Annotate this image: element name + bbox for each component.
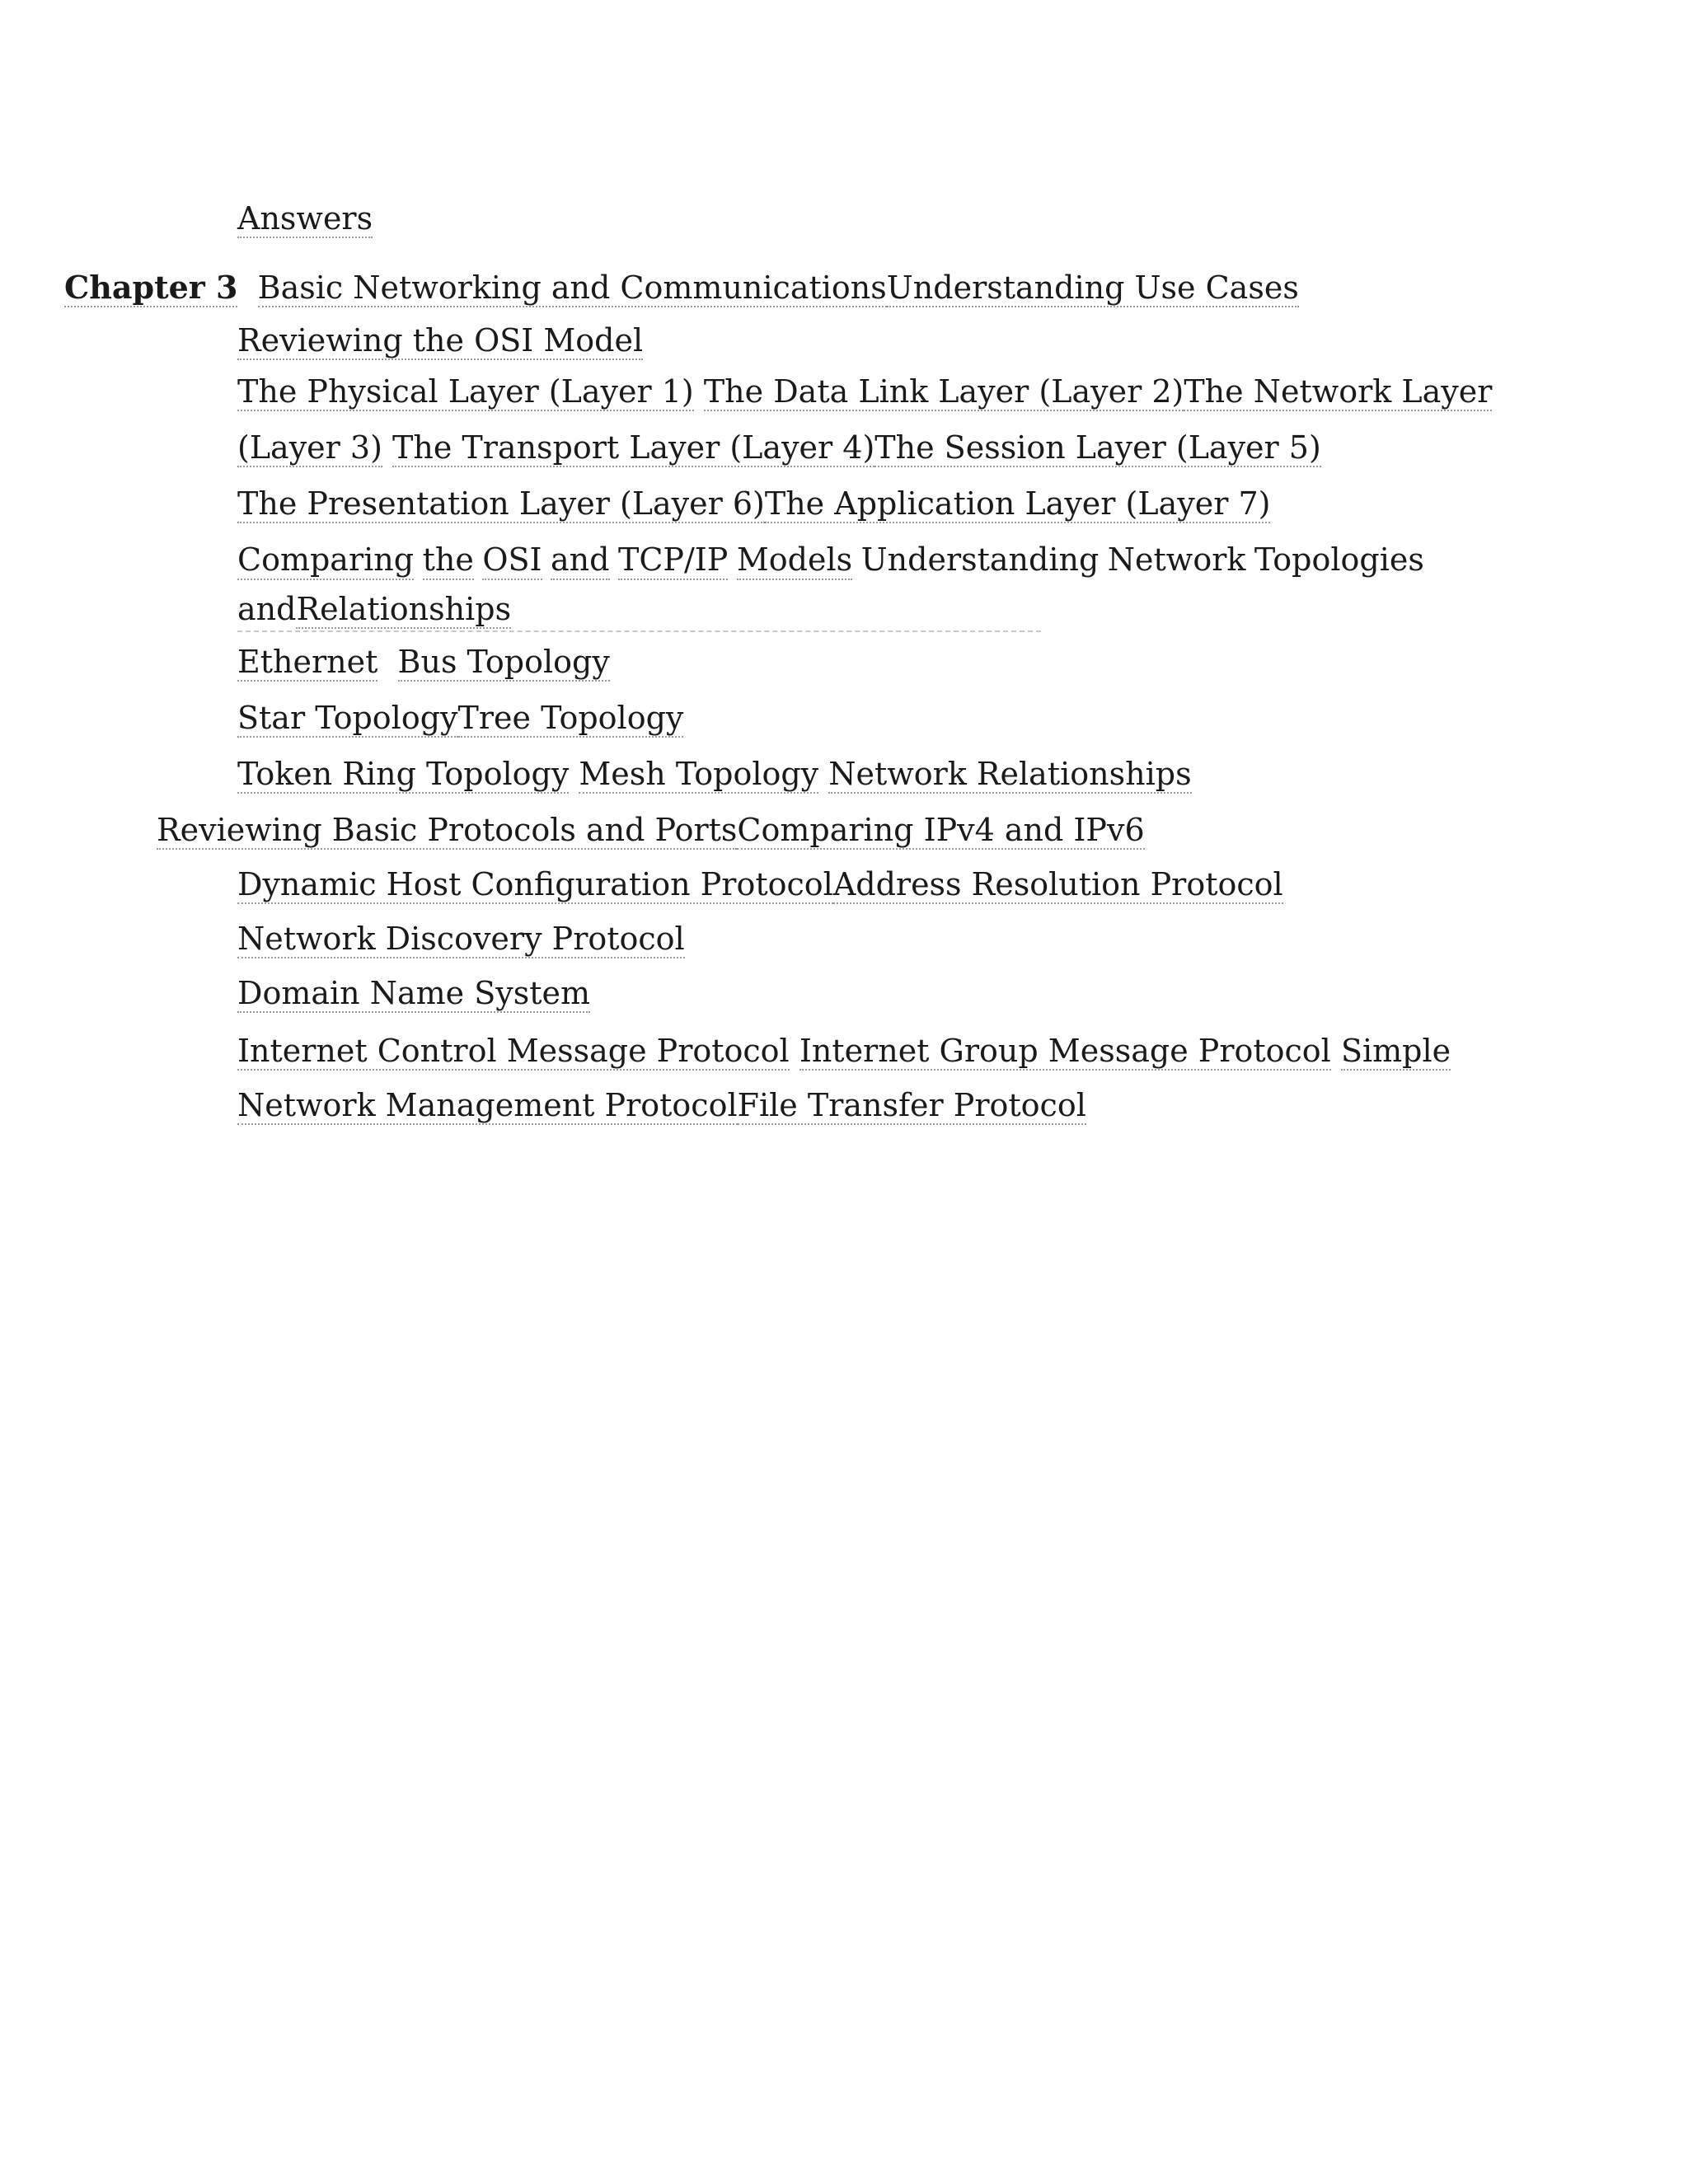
toc-line-dns (237, 974, 590, 1012)
toc-link-ipv4-ipv6[interactable]: Comparing IPv4 and IPv6 (737, 812, 1145, 848)
toc-link-use-cases[interactable]: Understanding Use Cases (886, 269, 1299, 306)
toc-line-ethernet-bus (237, 643, 610, 681)
toc-line-layers-3-5 (237, 429, 1321, 466)
toc-line-chapter-3 (64, 269, 1299, 307)
dashed-divider (237, 630, 1041, 632)
toc-line-answers (237, 199, 373, 237)
toc-text-topologies-word: Understanding (860, 541, 1100, 578)
toc-link-dns[interactable]: Domain Name System (237, 975, 591, 1011)
toc-link-snmp-start[interactable]: Simple (1340, 1033, 1451, 1069)
toc-link-tree-topology[interactable]: Tree Topology (457, 700, 684, 736)
toc-link-network-relationships[interactable]: Network Relationships (828, 756, 1192, 792)
toc-link-answers[interactable]: Answers (237, 200, 373, 237)
toc-link-snmp[interactable]: Network Management Protocol (237, 1087, 738, 1123)
toc-link-comparing-word[interactable]: and (551, 541, 609, 580)
toc-line-token-mesh (237, 755, 1192, 793)
toc-link-ethernet[interactable]: Ethernet (237, 644, 378, 680)
chapter-label: Chapter 3 (64, 269, 238, 306)
toc-link-osi-review[interactable]: Reviewing the OSI Model (237, 322, 644, 359)
toc-line-layers-1-3 (237, 373, 1492, 410)
toc-link-comparing-word[interactable]: TCP/IP (618, 541, 728, 580)
toc-link-star-topology[interactable]: Star Topology (237, 700, 458, 736)
toc-link-igmp[interactable]: Internet Group Message Protocol (799, 1033, 1331, 1069)
toc-link-layer-3-cont[interactable]: (Layer 3) (237, 429, 382, 466)
toc-line-ndp (237, 920, 685, 958)
toc-link-layer-2[interactable]: The Data Link Layer (Layer 2) (703, 373, 1184, 410)
toc-link-arp[interactable]: Address Resolution Protocol (832, 866, 1283, 902)
toc-link-ftp[interactable]: File Transfer Protocol (737, 1087, 1086, 1123)
toc-line-dhcp-arp (237, 865, 1283, 903)
toc-text-and: and (237, 591, 297, 627)
toc-line-icmp-igmp (237, 1032, 1451, 1070)
toc-text-topologies-word: Topologies (1254, 541, 1424, 578)
toc-link-relationships[interactable]: Relationships (296, 591, 512, 627)
toc-line-and-relationships (237, 590, 511, 628)
toc-link-layer-7[interactable]: The Application Layer (Layer 7) (764, 485, 1271, 522)
toc-line-protocols-review (157, 811, 1145, 849)
toc-link-icmp[interactable]: Internet Control Message Protocol (237, 1033, 790, 1069)
toc-link-comparing-word[interactable]: Comparing (237, 541, 414, 580)
toc-link-layer-6[interactable]: The Presentation Layer (Layer 6) (237, 485, 765, 522)
toc-text-topologies-word: Network (1107, 541, 1246, 578)
toc-line-comparing (237, 541, 1424, 580)
toc-link-dhcp[interactable]: Dynamic Host Configuration Protocol (237, 866, 833, 902)
toc-link-ndp[interactable]: Network Discovery Protocol (237, 921, 685, 957)
toc-link-layer-3[interactable]: The Network Layer (1184, 373, 1493, 410)
toc-link-comparing-word[interactable]: the (423, 541, 474, 580)
toc-link-comparing-word[interactable]: Models (737, 541, 852, 580)
toc-link-protocols-review[interactable]: Reviewing Basic Protocols and Ports (157, 812, 738, 848)
toc-link-token-ring[interactable]: Token Ring Topology (237, 756, 570, 792)
toc-link-mesh-topology[interactable]: Mesh Topology (579, 756, 819, 792)
toc-line-star-tree (237, 699, 683, 737)
toc-line-layers-6-7 (237, 485, 1270, 523)
toc-link-comparing-word[interactable]: OSI (482, 541, 542, 580)
toc-line-snmp-ftp (237, 1086, 1086, 1124)
toc-link-layer-4[interactable]: The Transport Layer (Layer 4) (392, 429, 875, 466)
toc-link-bus-topology[interactable]: Bus Topology (397, 644, 610, 680)
toc-link-layer-5[interactable]: The Session Layer (Layer 5) (874, 429, 1321, 466)
toc-link-layer-1[interactable]: The Physical Layer (Layer 1) (237, 373, 694, 410)
toc-link-basic-networking[interactable]: Basic Networking and Communications (257, 269, 887, 306)
toc-line-osi-review (237, 321, 643, 359)
